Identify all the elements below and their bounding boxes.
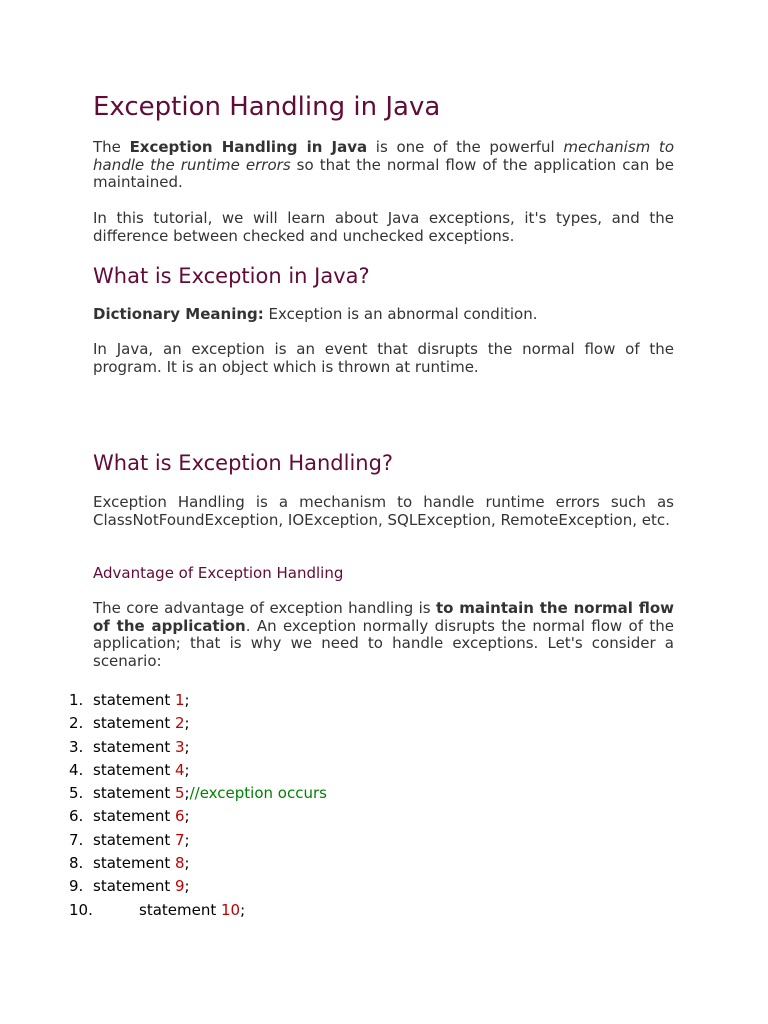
intro-paragraph-2: In this tutorial, we will learn about Java exceptions, it's types, and the difference between checked and unchecked exceptions. xyxy=(93,209,674,245)
statement-terminator: ; xyxy=(184,784,190,803)
intro-p1-italic: mechanism to handle the runtime errors xyxy=(93,138,674,174)
list-item-text xyxy=(93,691,190,709)
list-item-text xyxy=(139,901,245,919)
exception-handling-paragraph: Exception Handling is a mechanism to handle runtime errors such as ClassNotFoundException, IOException, SQLException, RemoteException, etc. xyxy=(93,493,674,529)
statement-keyword: statement xyxy=(93,760,175,779)
list-item-text xyxy=(93,761,190,779)
statement-terminator: ; xyxy=(184,854,190,873)
list-item-number: 3. xyxy=(69,737,84,756)
code-statement-list xyxy=(69,689,327,922)
statement-terminator: ; xyxy=(184,737,190,756)
statement-number: 9 xyxy=(175,877,185,896)
section-heading-what-is-exception-handling: What is Exception Handling? xyxy=(93,451,394,475)
advantage-paragraph xyxy=(93,600,674,670)
subheading-advantage: Advantage of Exception Handling xyxy=(93,564,344,582)
statement-terminator: ; xyxy=(184,714,190,733)
code-list-item xyxy=(69,805,327,828)
statement-terminator: ; xyxy=(184,877,190,896)
list-item-text xyxy=(93,784,327,802)
code-list-item xyxy=(69,899,327,922)
list-item-text xyxy=(93,738,190,756)
intro-p1-bold: Exception Handling in Java xyxy=(129,138,368,156)
code-list-item xyxy=(69,759,327,782)
code-list-item xyxy=(69,829,327,852)
dictionary-meaning-label: Dictionary Meaning: xyxy=(93,305,264,323)
statement-number: 3 xyxy=(175,737,185,756)
list-item-number: 7. xyxy=(69,830,84,849)
code-list-item xyxy=(69,852,327,875)
list-item-number: 6. xyxy=(69,807,84,826)
statement-terminator: ; xyxy=(184,807,190,826)
list-item-number: 1. xyxy=(69,691,84,709)
statement-terminator: ; xyxy=(184,830,190,849)
statement-keyword: statement xyxy=(93,691,175,709)
statement-terminator: ; xyxy=(240,900,246,919)
statement-number: 5 xyxy=(175,784,185,803)
list-item-number: 2. xyxy=(69,714,84,733)
code-list-item xyxy=(69,736,327,759)
statement-terminator: ; xyxy=(184,760,190,779)
advantage-p-bold: to maintain the normal flow of the application xyxy=(93,599,674,635)
list-item-text xyxy=(93,807,190,825)
list-item-number: 4. xyxy=(69,760,84,779)
list-item-text xyxy=(93,877,190,895)
exception-definition-paragraph: In Java, an exception is an event that disrupts the normal flow of the program. It is an object which is thrown at runtime. xyxy=(93,340,674,376)
statement-keyword: statement xyxy=(93,737,175,756)
list-item-text xyxy=(93,714,190,732)
intro-p1-mid: is one of the powerful xyxy=(367,138,564,156)
statement-number: 4 xyxy=(175,760,185,779)
dictionary-meaning-text: Exception is an abnormal condition. xyxy=(263,305,538,323)
intro-p1-prefix: The xyxy=(93,138,130,156)
code-list-item xyxy=(69,782,327,805)
statement-terminator: ; xyxy=(184,691,190,709)
intro-p1-suffix: so that the normal flow of the application can be maintained. xyxy=(93,155,675,192)
page-title: Exception Handling in Java xyxy=(93,92,441,122)
advantage-p-prefix: The core advantage of exception handling is xyxy=(93,599,436,617)
list-item-number: 5. xyxy=(69,784,84,803)
statement-keyword: statement xyxy=(93,830,175,849)
statement-number: 1 xyxy=(175,691,185,709)
statement-keyword: statement xyxy=(139,900,221,919)
statement-number: 8 xyxy=(175,854,185,873)
code-list-item xyxy=(69,689,327,712)
list-item-number: 9. xyxy=(69,877,84,896)
code-list-item xyxy=(69,875,327,898)
dictionary-meaning-paragraph xyxy=(93,306,674,324)
code-comment: //exception occurs xyxy=(189,784,327,803)
statement-keyword: statement xyxy=(93,714,175,733)
statement-keyword: statement xyxy=(93,877,175,896)
section-heading-what-is-exception: What is Exception in Java? xyxy=(93,264,370,288)
statement-keyword: statement xyxy=(93,807,175,826)
statement-keyword: statement xyxy=(93,854,175,873)
statement-keyword: statement xyxy=(93,784,175,803)
statement-number: 2 xyxy=(175,714,185,733)
advantage-p-suffix: . An exception normally disrupts the normal flow of the application; that is why we need to handle exceptions. Let's consider a scenario: xyxy=(93,616,674,670)
code-list-item xyxy=(69,712,327,735)
intro-paragraph-1 xyxy=(93,139,674,192)
list-item-text xyxy=(93,831,190,849)
statement-number: 6 xyxy=(175,807,185,826)
statement-number: 7 xyxy=(175,830,185,849)
list-item-number: 10. xyxy=(69,900,93,919)
list-item-text xyxy=(93,854,190,872)
statement-number: 10 xyxy=(221,900,241,919)
list-item-number: 8. xyxy=(69,854,84,873)
